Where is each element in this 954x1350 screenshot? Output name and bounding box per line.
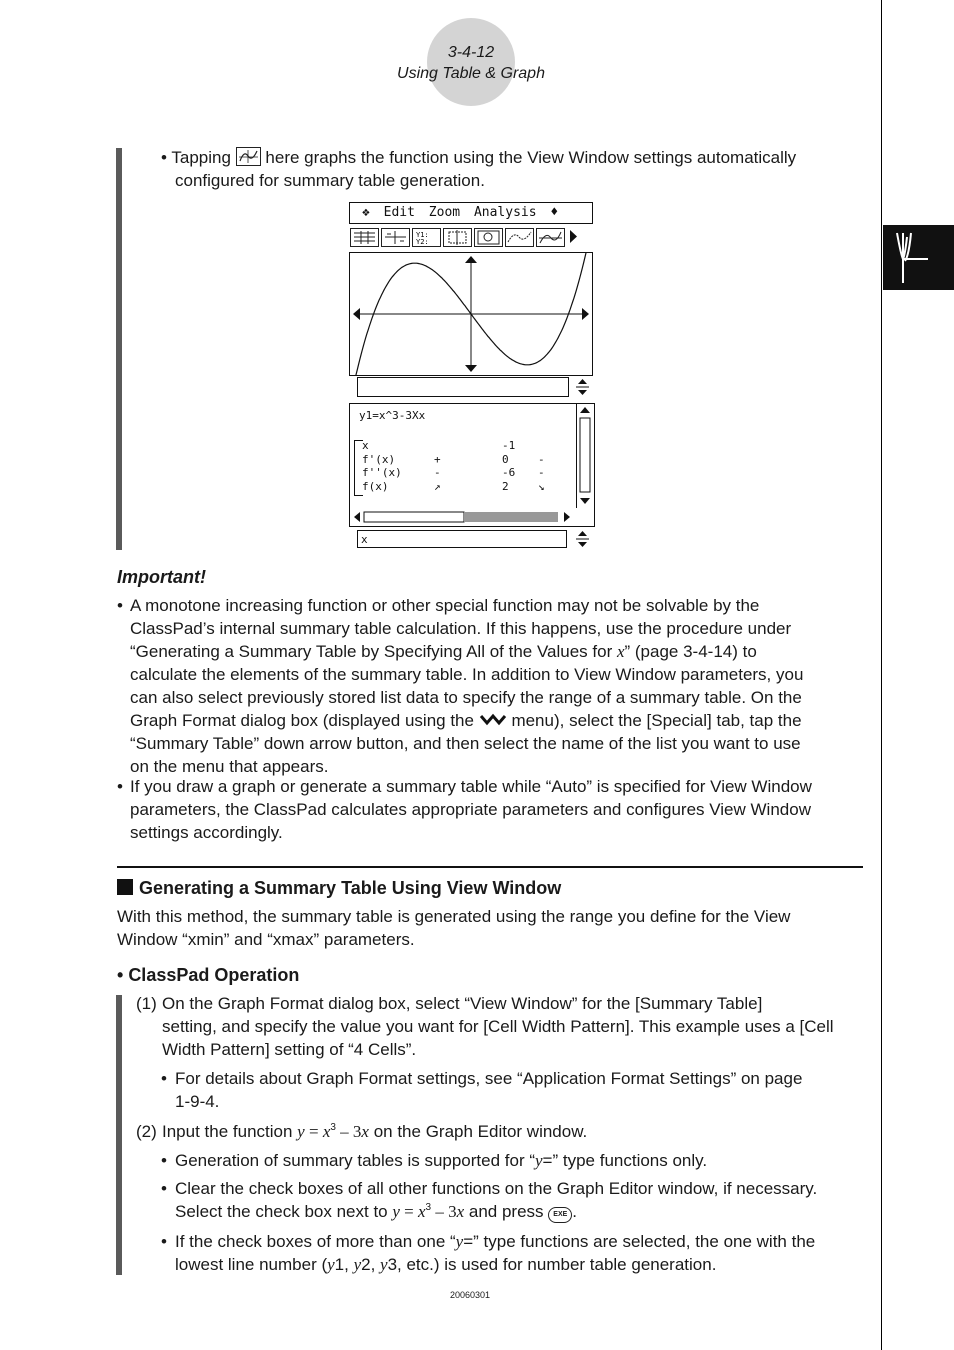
step2-num: (2) [136,1122,157,1141]
imp2-l1: If you draw a graph or generate a summary table while “Auto” is specified for View Window [130,777,812,796]
section-title: Generating a Summary Table Using View Window [139,878,562,898]
page-number: 3-4-12 [447,44,495,61]
graph-plot [350,253,592,375]
menu-zoom[interactable]: Zoom [428,205,461,220]
summary-cell: - [434,466,441,479]
step2-b2-l1: Clear the check boxes of all other functions on the Graph Editor window, if necessary. [175,1179,818,1198]
summary-cell: + [434,452,441,466]
summary-cell: f'(x) [362,452,396,466]
imp1-l3: “Generating a Summary Table by Specifying All of the Values for x” (page 3-4-14) to [130,642,757,661]
section-square-icon [117,879,133,895]
zoom-in-icon[interactable] [474,228,503,247]
menu-dropdown-icon[interactable]: ❖ [362,205,370,220]
bullet-dot: • [117,777,123,796]
important-bullet-1 [117,594,867,778]
section-header-title: Using Table & Graph [397,65,545,82]
summary-cell: - [538,452,545,466]
graph-scroll-arrows[interactable] [574,376,591,398]
step2-b3-l2: lowest line number (y1, y2, y3, etc.) is used for number table generation. [175,1255,717,1274]
sketch-icon[interactable] [536,228,565,247]
section-desc-l1: With this method, the summary table is generated using the range you define for the View [117,907,791,926]
menu-bar [349,202,593,224]
menu-analysis[interactable]: Analysis [473,205,537,220]
summary-cell: -1 [502,439,516,452]
step1-l3: Width Pattern] setting of “4 Cells”. [162,1040,417,1059]
bullet-dot: • [161,1232,167,1251]
imp1-l4: calculate the elements of the summary table. In addition to View Window parameters, you [130,665,804,684]
important-heading: Important! [117,567,206,587]
step1-bullet-l1: For details about Graph Format settings, see “Application Format Settings” on page [175,1069,803,1088]
imp1-l5: can also select previously stored list data to specify the range of a summary table. On the [130,688,802,707]
step2-b2-l2: Select the check box next to $y = x^3 - 3x$ and press EXE . [175,1202,578,1221]
imp2-l2: parameters, the ClassPad calculates appropriate parameters and configures View Window [130,800,811,819]
bullet-dot: • [161,1069,167,1088]
graph-input-field[interactable] [357,377,569,397]
svg-text:Y1:: Y1: [416,231,429,239]
intro-text-b: here graphs the function using the View Window settings automatically [265,148,797,167]
bullet-dot: • [161,148,167,167]
summary-table [362,439,562,493]
imp1-l2: ClassPad’s internal summary table calculation. If this happens, use the procedure under [130,619,792,638]
footer-code: 20060301 [449,1290,491,1300]
summary-cell: ↘ [538,479,545,493]
summary-row [362,480,562,494]
summary-graph-icon[interactable] [236,147,261,166]
imp1-l1: A monotone increasing function or other special function may not be solvable by the [130,596,760,615]
step2-b1: Generation of summary tables is supported for “y=” type functions only. [175,1151,708,1170]
toolbar-next-icon[interactable] [567,227,579,246]
right-margin-rule [881,0,882,1350]
svg-text:Y2:: Y2: [416,238,429,246]
step1-num: (1) [136,994,157,1013]
section-desc-l2: Window “xmin” and “xmax” parameters. [117,930,415,949]
summary-row [362,466,562,480]
scroll-up-arrow [465,256,477,263]
imp1-l8: on the menu that appears. [130,757,329,776]
summary-cell: -6 [502,466,516,479]
intro-text-a: Tapping [171,148,231,167]
summary-row [362,453,562,467]
step1-l1: On the Graph Format dialog box, select “View Window” for the [Summary Table] [162,994,763,1013]
table-icon[interactable] [350,228,379,247]
summary-input-field[interactable]: x [357,530,567,548]
summary-cell: f(x) [362,479,389,493]
step2-b3-l1: If the check boxes of more than one “y=” type functions are selected, the one with the [175,1232,816,1251]
imp1-l7: “Summary Table” down arrow button, and then select the name of the list you want to use [130,734,801,753]
exe-key-icon: EXE [548,1207,572,1223]
menu-chevron-icon [479,713,507,727]
change-bar [116,148,122,550]
important-bullet-2 [117,775,867,844]
summary-cell: 2 [502,479,509,493]
summary-cell: f''(x) [362,466,402,479]
summary-table-window [349,403,595,527]
imp1-l6: Graph Format dialog box (displayed using the menu), select the [Special] tab, tap the [130,711,802,730]
menu-more[interactable]: ♦ [550,205,559,220]
intro-bullet [161,146,861,169]
summary-cell: x [362,439,369,452]
header-circle [427,18,515,106]
bullet-dot: • [161,1151,167,1170]
graph-editor-icon[interactable] [412,228,441,247]
intro-line2: configured for summary table generation. [175,171,485,190]
summary-row [362,439,562,453]
summary-table-icon[interactable] [381,228,410,247]
step1-l2: setting, and specify the value you want for [Cell Width Pattern]. This example uses a [Cell [162,1017,834,1036]
summary-formula: y1=x^3-3Xx [359,409,426,422]
toolbar [350,227,594,248]
graph-menu-icon [883,225,954,290]
input-scroll-arrows[interactable] [574,528,591,550]
operation-heading: • ClassPad Operation [117,965,300,985]
scroll-left-arrow [353,308,360,320]
section-rule [117,866,863,868]
bullet-dot: • [117,596,123,615]
summary-cell: 0 [502,452,509,466]
imp2-l3: settings accordingly. [130,823,283,842]
trace-icon[interactable] [505,228,534,247]
step2-line: Input the function $y = x^3 - 3x$ on the Graph Editor window. [162,1122,588,1141]
summary-cell: ↗ [434,479,441,493]
graph-window[interactable] [349,252,593,376]
scroll-down-arrow [465,365,477,372]
horizontal-scrollbar[interactable] [352,510,576,524]
bullet-dot: • [161,1179,167,1198]
vertical-scrollbar[interactable] [576,404,593,508]
menu-edit[interactable]: Edit [383,205,415,220]
scroll-right-arrow [582,308,589,320]
calculator-screen [348,202,594,552]
summary-cell: - [538,466,545,479]
graph-menu-tab [883,225,954,290]
zoom-box-icon[interactable] [443,228,472,247]
step1-bullet-l2: 1-9-4. [175,1092,220,1111]
operation-change-bar [116,995,122,1275]
